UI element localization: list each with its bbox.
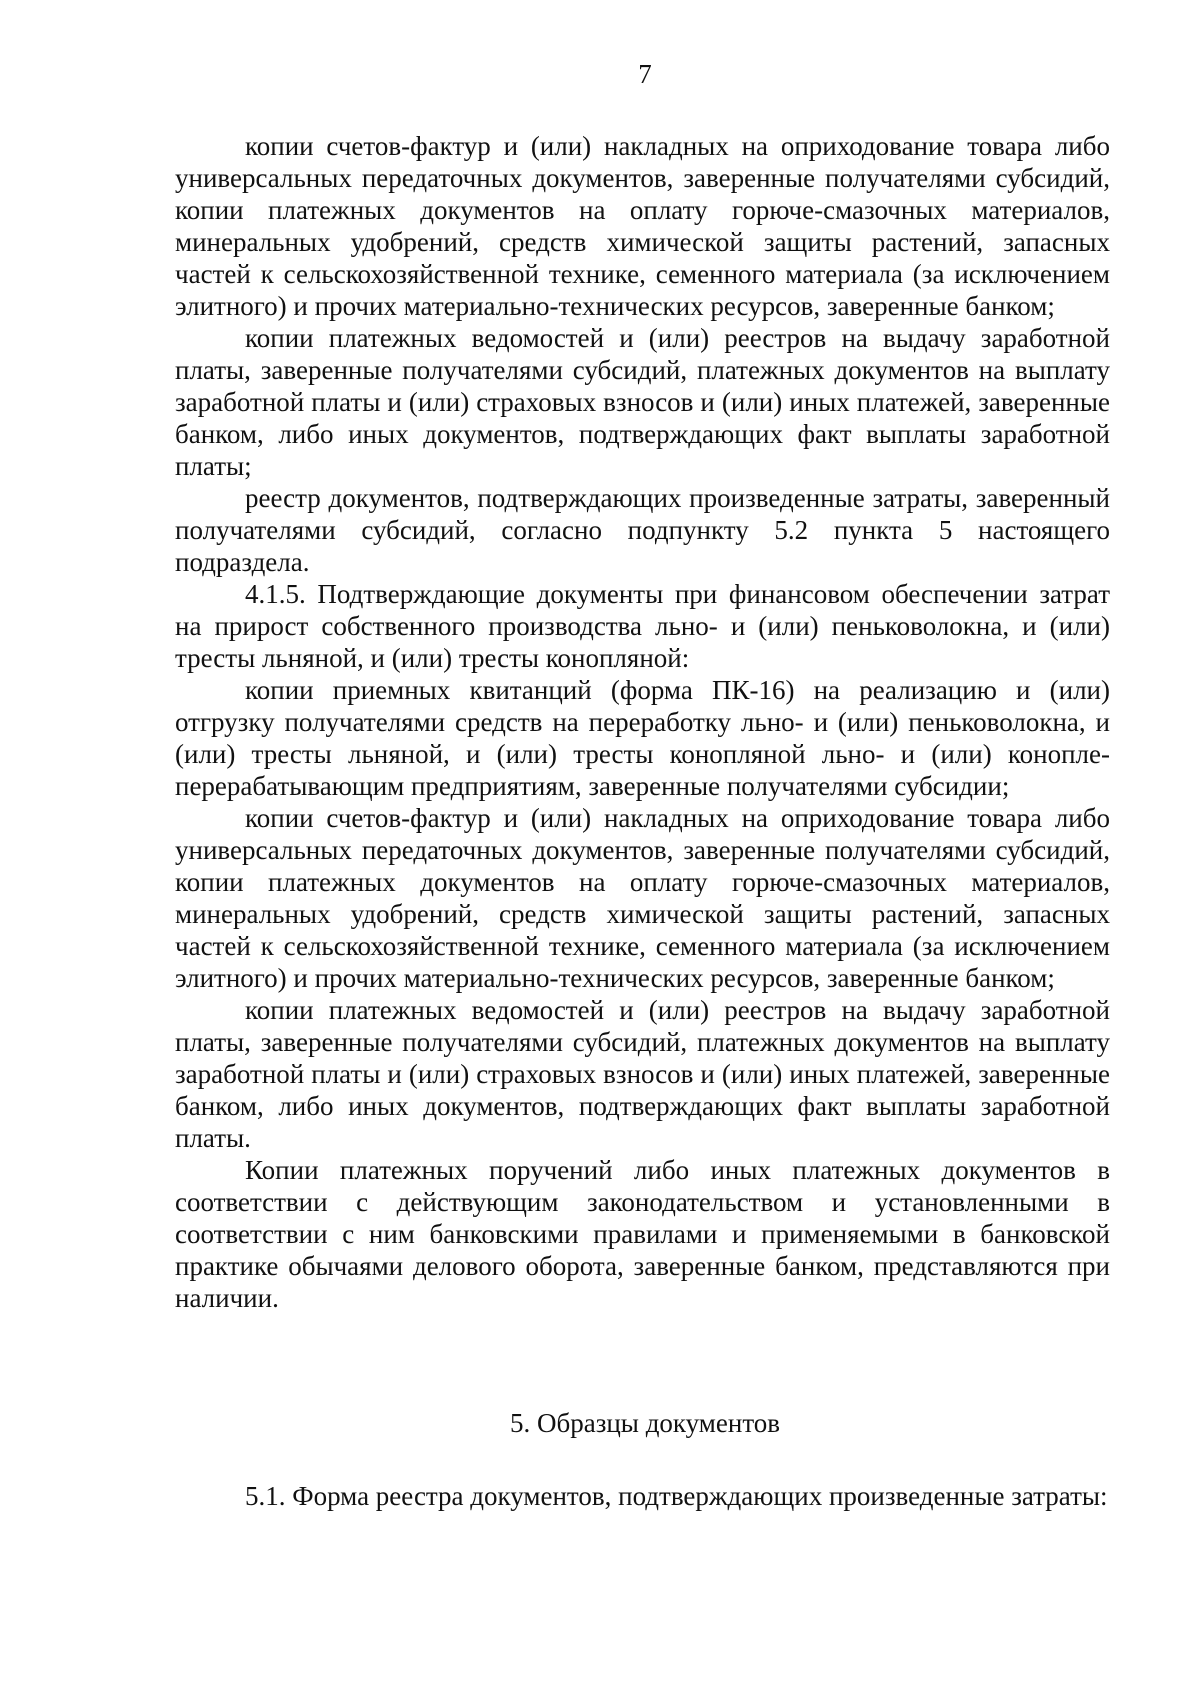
paragraph: Копии платежных поручений либо иных платежных документов в соответствии с действующим законодательством и установленными в соответствии с ним банковскими правилами и применяемыми в банковской практике обычаями делового оборота, заверенные банком, представляются при наличии. bbox=[175, 1155, 1110, 1313]
page-number: 7 bbox=[638, 59, 652, 89]
paragraph: копии платежных ведомостей и (или) реестров на выдачу заработной платы, заверенные получателями субсидий, платежных документов на выплату заработной платы и (или) страховых взносов и (или) иных платежей, заверенные банком, либо иных документов, подтверждающих факт выплаты заработной платы; bbox=[175, 323, 1110, 481]
paragraph: 5.1. Форма реестра документов, подтверждающих произведенные затраты: bbox=[245, 1481, 1108, 1511]
section-body bbox=[175, 1480, 1110, 1512]
paragraph: копии приемных квитанций (форма ПК-16) на реализацию и (или) отгрузку получателями средств на переработку льно- и (или) пеньковолокна, и (или) тресты льняной, и (или) тресты конопляной льно- и (или) конопле-перерабатывающим предприятиям, заверенные получателями субсидии; bbox=[175, 675, 1110, 801]
section-heading: 5. Образцы документов bbox=[509, 1408, 781, 1438]
paragraph: реестр документов, подтверждающих произведенные затраты, заверенный получателями субсидий, согласно подпункту 5.2 пункта 5 настоящего подраздела. bbox=[175, 483, 1110, 577]
paragraph: копии счетов-фактур и (или) накладных на оприходование товара либо универсальных передаточных документов, заверенные получателями субсидий, копии платежных документов на оплату горюче-смазочных материалов, минеральных удобрений, средств химической защиты растений, запасных частей к сельскохозяйственной технике, семенного материала (за исключением элитного) и прочих материально-технических ресурсов, заверенные банком; bbox=[175, 131, 1110, 321]
paragraph: копии счетов-фактур и (или) накладных на оприходование товара либо универсальных передаточных документов, заверенные получателями субсидий, копии платежных документов на оплату горюче-смазочных материалов, минеральных удобрений, средств химической защиты растений, запасных частей к сельскохозяйственной технике, семенного материала (за исключением элитного) и прочих материально-технических ресурсов, заверенные банком; bbox=[175, 803, 1110, 993]
document-body bbox=[175, 130, 1110, 1314]
paragraph: 4.1.5. Подтверждающие документы при финансовом обеспечении затрат на прирост собственного производства льно- и (или) пеньковолокна, и (или) тресты льняной, и (или) тресты конопляной: bbox=[175, 579, 1110, 673]
paragraph: копии платежных ведомостей и (или) реестров на выдачу заработной платы, заверенные получателями субсидий, платежных документов на выплату заработной платы и (или) страховых взносов и (или) иных платежей, заверенные банком, либо иных документов, подтверждающих факт выплаты заработной платы. bbox=[175, 995, 1110, 1153]
